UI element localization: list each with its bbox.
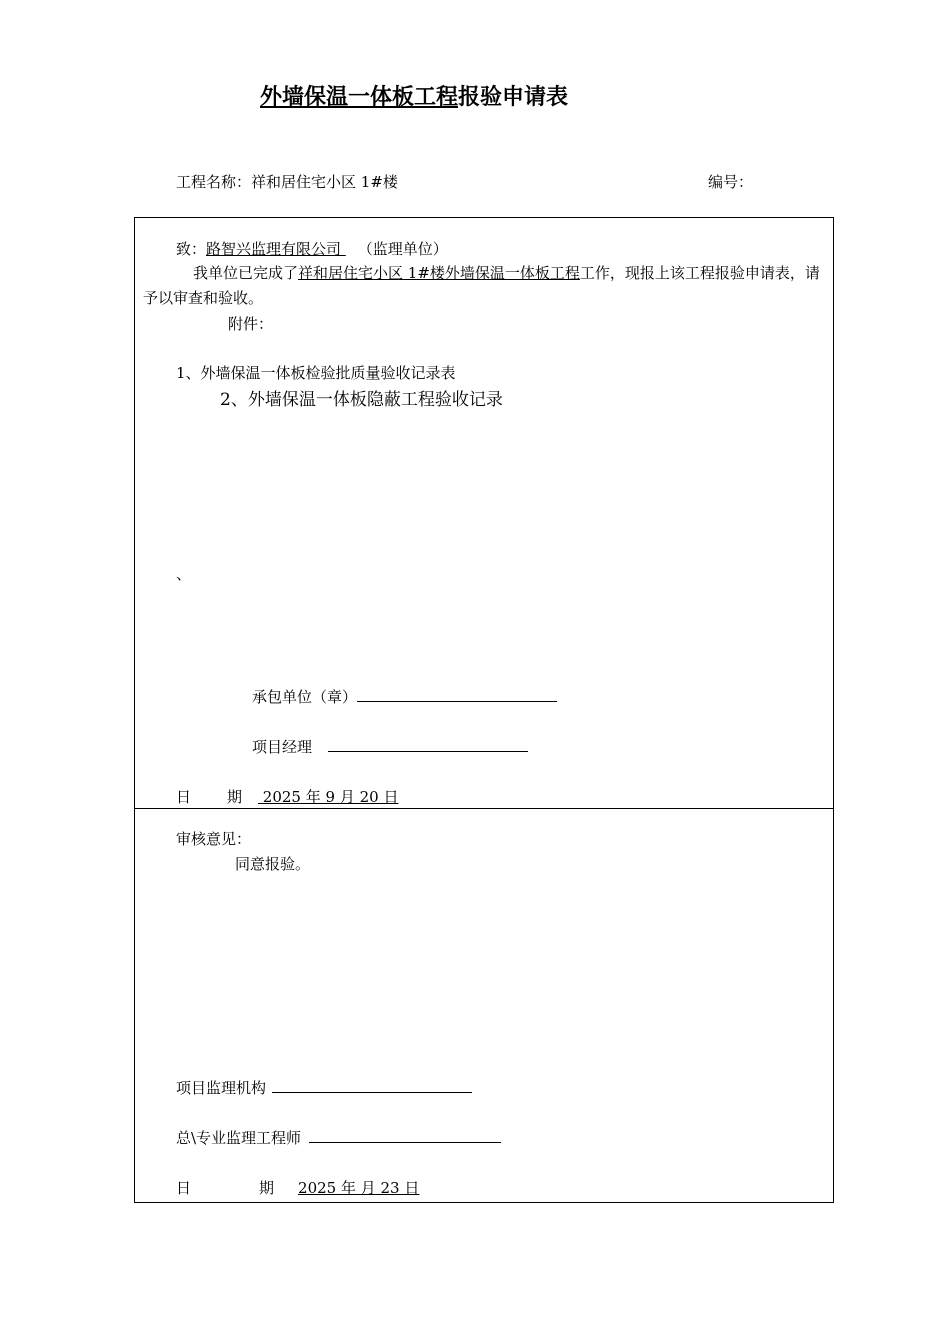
request-date-value: 2025 年 9 月 20 日 bbox=[258, 788, 399, 806]
attachments-label: 附件： bbox=[228, 315, 274, 333]
date-label-2: 期 bbox=[227, 788, 243, 806]
manager-label: 项目经理 bbox=[252, 738, 313, 756]
title-rest: 报验申请表 bbox=[458, 85, 569, 110]
request-body bbox=[143, 261, 829, 311]
org-signature-line bbox=[272, 1078, 472, 1093]
body-project: 祥和居住宅小区 1#楼外墙保温一体板工程 bbox=[298, 264, 580, 282]
date-label-1: 日 bbox=[176, 788, 192, 806]
manager-row bbox=[252, 736, 528, 757]
request-date-row bbox=[176, 786, 398, 807]
page-title bbox=[260, 80, 568, 111]
manager-signature-line bbox=[328, 737, 528, 752]
contractor-row bbox=[252, 686, 557, 707]
project-name: 祥和居住宅小区 1#楼 bbox=[251, 173, 398, 191]
title-underlined: 外墙保温一体板工程 bbox=[260, 85, 459, 110]
project-label: 工程名称： bbox=[176, 173, 252, 191]
review-date-value: 2025 年 月 23 日 bbox=[298, 1179, 420, 1197]
engineer-signature-line bbox=[309, 1128, 501, 1143]
to-role: （监理单位） bbox=[357, 240, 448, 258]
to-label: 致： bbox=[176, 240, 207, 258]
org-row bbox=[176, 1077, 472, 1098]
to-company: 路智兴监理有限公司 bbox=[206, 240, 346, 258]
org-label: 项目监理机构 bbox=[176, 1079, 267, 1097]
project-name-row bbox=[176, 171, 398, 192]
body-prefix: 我单位已完成了 bbox=[193, 264, 299, 282]
stray-mark: 、 bbox=[176, 565, 192, 583]
attachment-2: 2、外墙保温一体板隐蔽工程验收记录 bbox=[220, 390, 503, 410]
opinion-label: 审核意见： bbox=[176, 830, 252, 848]
review-date-label-2: 期 bbox=[259, 1179, 275, 1197]
number-label: 编号： bbox=[708, 173, 754, 191]
body-suffix: 工作，现报上该工程报验申请表，请予以审查和验收。 bbox=[143, 264, 820, 307]
review-date-row bbox=[176, 1177, 419, 1198]
opinion-text: 同意报验。 bbox=[235, 855, 311, 873]
contractor-label: 承包单位（章） bbox=[252, 688, 358, 706]
engineer-label: 总\专业监理工程师 bbox=[176, 1129, 302, 1147]
attachment-1: 1、外墙保温一体板检验批质量验收记录表 bbox=[176, 364, 456, 382]
engineer-row bbox=[176, 1127, 501, 1148]
review-date-label-1: 日 bbox=[176, 1179, 192, 1197]
contractor-signature-line bbox=[357, 687, 557, 702]
addressee-row bbox=[176, 238, 448, 259]
